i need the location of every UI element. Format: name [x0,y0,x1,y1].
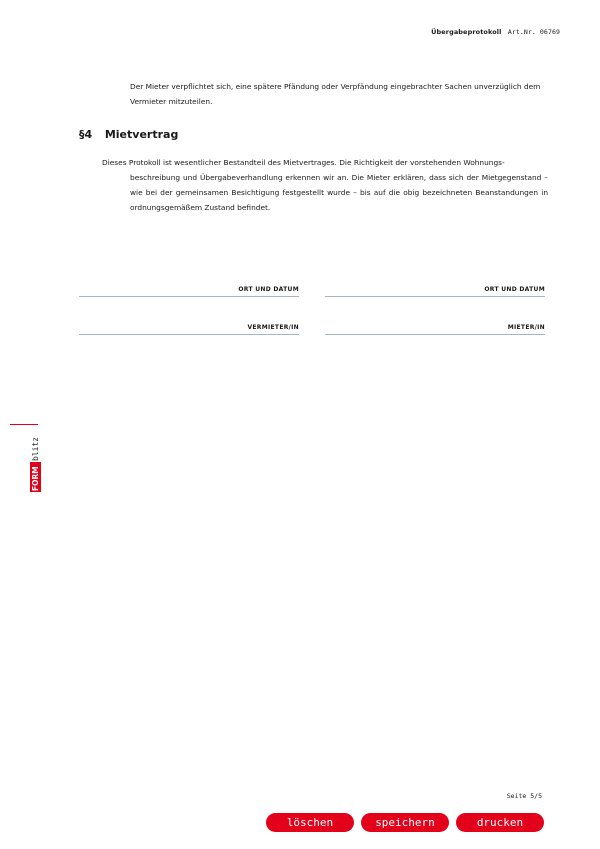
save-button[interactable]: speichern [361,813,449,832]
print-button[interactable]: drucken [456,813,544,832]
signature-field-landlord[interactable] [79,321,299,335]
signature-line [79,334,299,335]
signature-field-landlord-place-date[interactable] [79,283,299,297]
document-title: Übergabeprotokoll [431,28,502,36]
field-label: ORT UND DATUM [484,286,545,293]
field-label: ORT UND DATUM [238,286,299,293]
signature-field-tenant-place-date[interactable] [325,283,545,297]
signature-line [325,296,545,297]
signature-line [79,296,299,297]
formblitz-logo [30,426,41,492]
field-label: MIETER/IN [507,324,545,331]
document-header [431,28,560,36]
section-body [102,155,548,215]
paragraph-seizure-notice: Der Mieter verpflichtet sich, eine spätere Pfändung oder Verpfändung eingebrachter Sachen unverzüglich dem Vermieter mitzuteilen. [130,82,541,106]
delete-button[interactable]: löschen [266,813,354,832]
article-number: Art.Nr. 06769 [507,28,560,36]
signature-line [325,334,545,335]
signature-field-tenant[interactable] [325,321,545,335]
section-number: §4 [79,128,93,141]
section-body-first-line: Dieses Protokoll ist wesentlicher Bestandteil des Mietvertrages. Die Richtigkeit der vorstehenden Wohnungs- [102,158,505,167]
field-label: VERMIETER/IN [247,324,299,331]
logo-rule [10,424,38,425]
section-title: Mietvertrag [104,128,179,141]
section-heading [79,128,178,141]
logo-blitz-text: blitz [31,436,40,461]
section-body-rest: beschreibung und Übergabeverhandlung erkennen wir an. Die Mieter erklären, dass sich der Mietgegenstand – wie bei der gemeinsamen Besichtigung festgestellt wurde – bis auf die obig bezeichneten Beanstandungen in ordnungsgemäßem Zustand befindet. [130,173,548,212]
logo-form-text: FORM [31,466,40,491]
page-number: Seite 5/5 [506,792,542,800]
